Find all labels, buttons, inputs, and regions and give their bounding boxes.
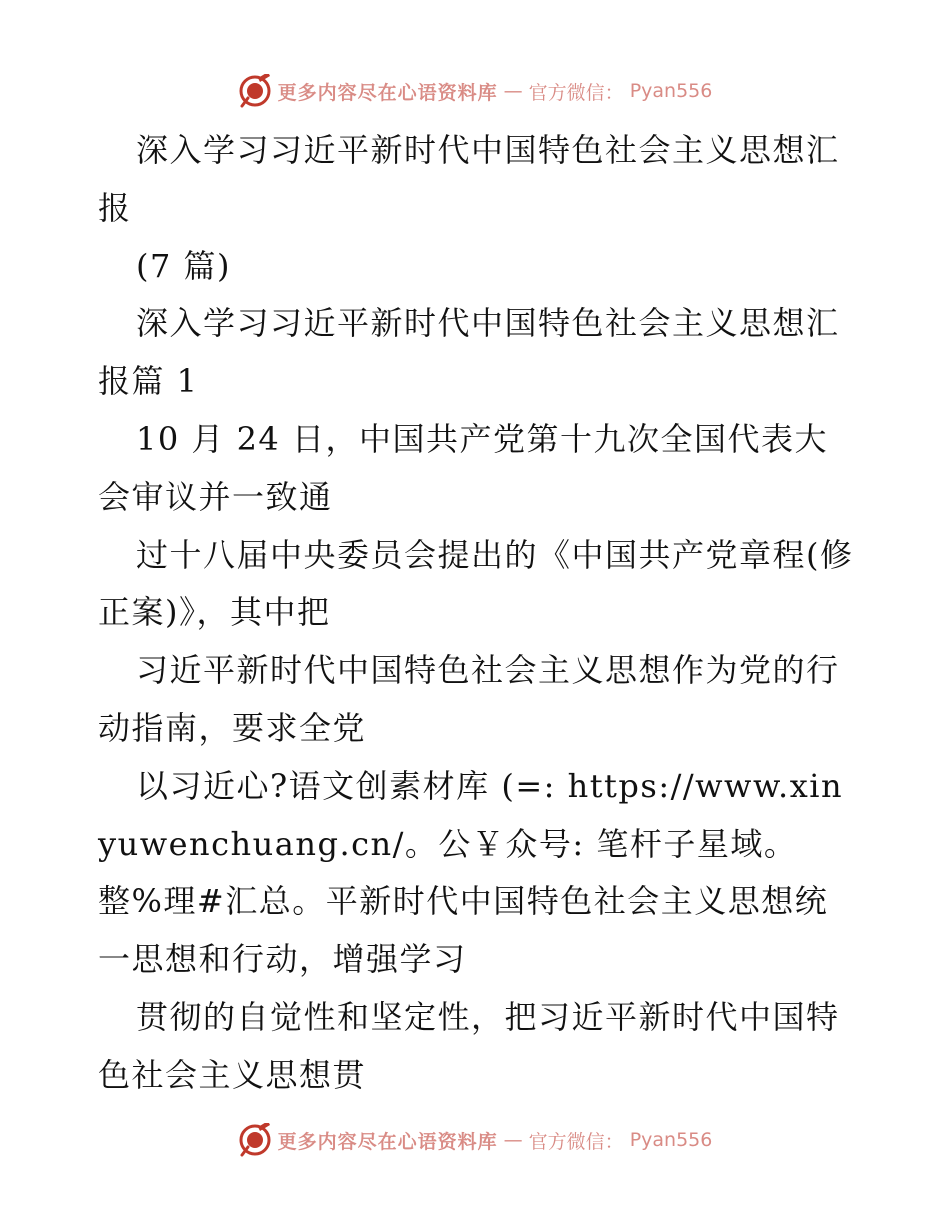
banner-separator: — (503, 1129, 523, 1151)
paragraph-2: 过十八届中央委员会提出的《中国共产党章程(修正案)》，其中把 (98, 535, 854, 632)
paragraph-1: 10 月 24 日，中国共产党第十九次全国代表大会审议并一致通 (98, 419, 828, 516)
banner-separator: — (503, 80, 523, 102)
paragraph-3: 习近平新时代中国特色社会主义思想作为党的行动指南，要求全党 (98, 651, 840, 747)
banner-wechat-label: 官方微信： (528, 1130, 624, 1153)
document-body (98, 122, 858, 1105)
paragraph-4: 以习近心?语文创素材库 (=: https://www.xinyuwenchuang.cn/。公￥众号: 笔杆子星域。整%理#汇总。平新时代中国特色社会主义思想统一思想和行动，增强学习 (98, 766, 844, 979)
footer-banner (0, 1120, 950, 1160)
banner-wechat-id: Pyan556 (629, 80, 713, 102)
doc-count: (7 篇) (136, 246, 232, 285)
banner-text: 更多内容尽在心语资料库 (277, 81, 498, 104)
pen-seal-logo-icon (238, 1123, 272, 1157)
banner-text: 更多内容尽在心语资料库 (277, 1130, 498, 1153)
pen-seal-logo-icon (238, 74, 272, 108)
paragraph-5: 贯彻的自觉性和坚定性，把习近平新时代中国特色社会主义思想贯 (98, 997, 840, 1094)
header-banner (0, 71, 950, 111)
banner-wechat-id: Pyan556 (629, 1129, 713, 1151)
section-heading: 深入学习习近平新时代中国特色社会主义思想汇报篇 1 (98, 304, 840, 401)
banner-wechat-label: 官方微信： (528, 81, 624, 104)
doc-title: 深入学习习近平新时代中国特色社会主义思想汇报 (98, 131, 840, 227)
